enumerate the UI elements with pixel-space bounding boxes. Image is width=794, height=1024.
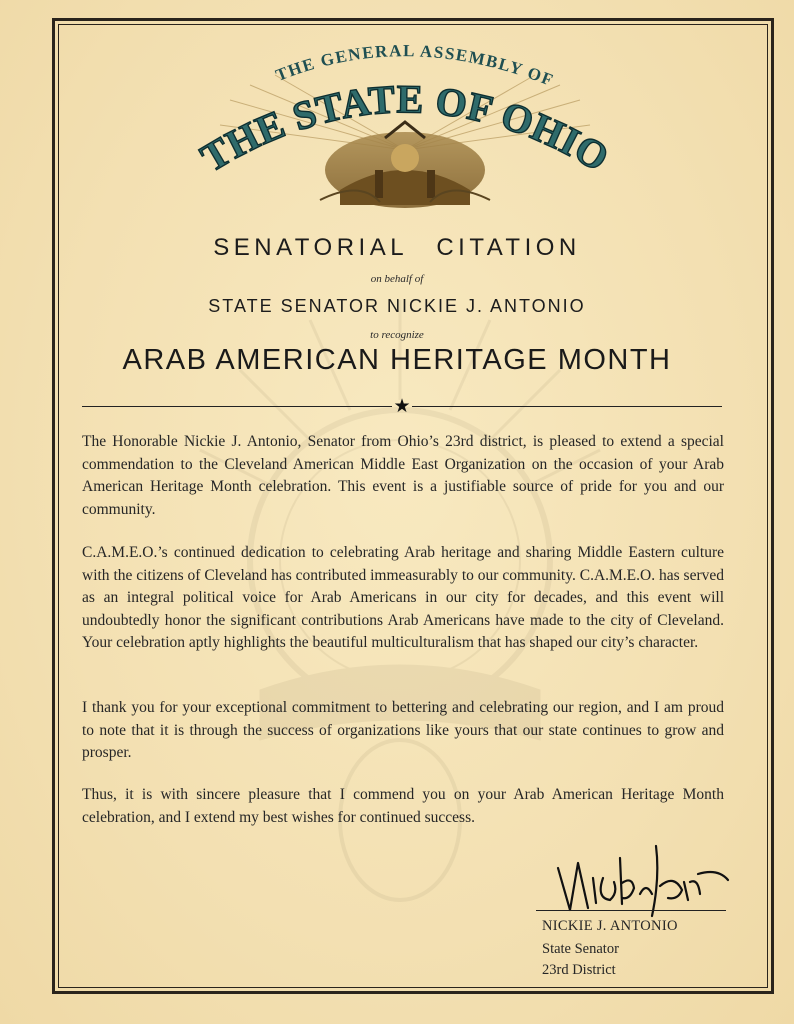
senator-name: STATE SENATOR NICKIE J. ANTONIO: [208, 296, 586, 316]
star-divider: [82, 396, 722, 420]
paragraph-closing: Thus, it is with sincere pleasure that I commend you on your Arab American Heritage Month celebration, and I extend my best wishes for continued success.: [82, 786, 724, 826]
handwritten-signature: [548, 838, 733, 918]
signature-line: [536, 910, 726, 911]
paragraph-cameo-dedication: C.A.M.E.O.’s continued dedication to celebrating Arab heritage and sharing Middle Eastern culture with the citizens of Cleveland has contributed immeasurably to our community. C.A.M.E.O. has served as an integral political voice for Arab Americans in our city for decades, and this event will undoubtedly honor the significant contributions Arab Americans have made to the city of Cleveland. Your celebration aptly highlights the beautiful multiculturalism that has shaped our city’s character.: [82, 544, 724, 651]
signer-name: NICKIE J. ANTONIO: [542, 918, 678, 934]
signer-district: 23rd District: [542, 962, 616, 978]
citation-title: SENATORIAL CITATION: [213, 234, 581, 261]
paragraph-commendation: The Honorable Nickie J. Antonio, Senator from Ohio’s 23rd district, is pleased to extend a special commendation to the Cleveland American Middle East Organization on the occasion of your Arab American Heritage Month celebration. This event is a justifiable source of pride for you and our community.: [82, 433, 724, 518]
seal-state-text: THE STATE OF OHIO: [193, 76, 617, 181]
divider-line-right: [412, 406, 722, 407]
seal-arc-text: THE GENERAL ASSEMBLY OF: [272, 41, 557, 91]
paragraph-thanks: I thank you for your exceptional commitment to bettering and celebrating our region, and I am proud to note that it is through the success of organizations like yours that our state continues to grow and prosper.: [82, 699, 724, 761]
seal-scene-icon: [320, 122, 490, 208]
signer-title: State Senator: [542, 941, 619, 957]
star-icon: ★: [393, 396, 411, 417]
ohio-general-assembly-seal: [190, 30, 620, 215]
on-behalf-of-label: on behalf of: [370, 273, 424, 285]
divider-line-left: [82, 406, 392, 407]
to-recognize-label: to recognize: [370, 329, 424, 341]
honoree-title: ARAB AMERICAN HERITAGE MONTH: [122, 344, 672, 376]
